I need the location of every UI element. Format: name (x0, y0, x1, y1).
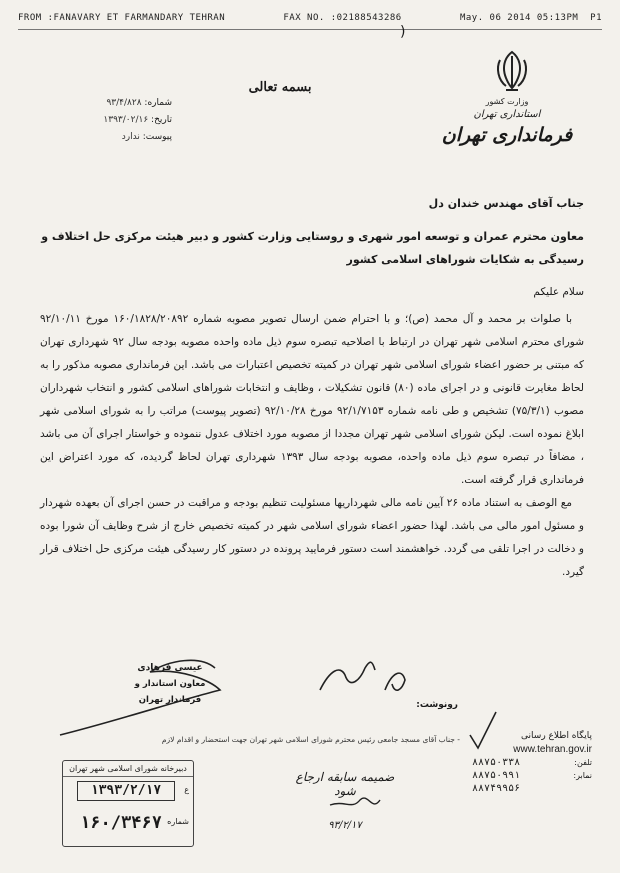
addressee-block (40, 192, 584, 584)
addressee-title-2: رسیدگی به شکایات شوراهای اسلامی کشور (346, 253, 584, 266)
iran-emblem-icon (490, 48, 534, 94)
website: www.tehran.gov.ir (513, 744, 592, 755)
fax-from: FROM :FANAVARY ET FARMANDARY TEHRAN (18, 13, 226, 23)
addressee-name: جناب آقای مهندس خندان دل (428, 197, 584, 210)
cc-label: رونوشت: (416, 700, 458, 710)
portal-label: پایگاه اطلاع رسانی (521, 731, 592, 741)
letter-number: شماره: ۹۳/۴/۸۲۸ (106, 98, 172, 108)
stamp-side-top: ع (184, 785, 189, 794)
province-name: استانداری تهران (473, 109, 541, 120)
greeting: سلام علیکم (533, 286, 584, 298)
registry-stamp (62, 760, 194, 847)
addressee-title-1: معاون محترم عمران و توسعه امور شهری و روستایی وزارت کشور و دبیر هیئت مرکزی حل اختلاف و (41, 230, 584, 243)
ministry-name: وزارت کشور (485, 97, 529, 106)
handwritten-date: ۹۳/۲/۱۷ (328, 820, 362, 831)
handwritten-instruction: ضمیمه سابقه ارجاع شود (295, 770, 395, 798)
contact-info (472, 730, 592, 795)
cc-recipient: - جناب آقای مسجد جامعی رئیس محترم شورای اسلامی شهر تهران جهت استحضار و اقدام لازم (161, 735, 460, 744)
phone-numbers: ۸۸۷۵۰۳۳۸ تلفن: ۸۸۷۵۰۹۹۱ نمابر: ۸۸۷۴۹۹۵۶ (472, 757, 592, 794)
initial-scribble-2 (385, 673, 405, 690)
bismillah: بسمه تعالی (248, 80, 312, 95)
stamp-number: ۱۶۰/۳۴۶۷ (80, 813, 162, 833)
stamp-side-bottom: شماره (167, 817, 189, 826)
letter-meta (22, 95, 172, 146)
initial-scribble-1 (320, 662, 375, 690)
fax-number: FAX NO. :02188543286 (283, 13, 402, 23)
office-name: فرمانداری تهران (441, 124, 573, 146)
handwritten-note (290, 770, 400, 831)
signer-title: معاون استاندار و فرماندار تهران (134, 679, 206, 705)
fax-datetime: May. 06 2014 05:13PM P1 (459, 13, 602, 23)
stamp-title: دبیرخانه شورای اسلامی شهر تهران (63, 761, 193, 777)
organization-header (432, 96, 582, 148)
signer-name: عیسی فرهادی (137, 663, 203, 673)
stamp-date: ۱۳۹۳/۲/۱۷ (77, 781, 175, 801)
fax-header (18, 10, 602, 30)
letter-attachment: پیوست: ندارد (121, 132, 172, 142)
body-paragraph-2: مع الوصف به استناد ماده ۲۶ آیین نامه مالی شهرداریها مسئولیت تنظیم بودجه و مراقبت در حسن اجرای آن بعهده شهردار و مسئول امور مالی می باشد. لهذا حضور اعضاء شورای اسلامی شهر در کمیته تخصیص خارج از شرح وظایف آن شورا بوده و دخالت در اجرا تلقی می گردد. خواهشمند است دستور فرمایید پرونده در دستور کار رسیدگی هیئت مرکزی حل اختلاف قرار گیرد. (40, 497, 584, 578)
body-paragraph-1: با صلوات بر محمد و آل محمد (ص)؛ و با احترام ضمن ارسال تصویر مصوبه شماره ۱۶۰/۱۸۲۸/۲۰۸۹۲ مورخ ۹۲/۱۰/۱۱ شورای محترم اسلامی شهر تهران در ارتباط با اصلاحیه تبصره سوم ذیل ماده واحده مصوبه بودجه سال ۹۲ شهرداری تهران که مبتنی بر حضور اعضاء شورای اسلامی شهر تهران در کمیته تخصیص اعتبارات می باشد. این فرمانداری مصوبه مذکور را به لحاظ مغایرت قانونی و در اجرای ماده (۸۰) قانون تشکیلات ، وظایف و انتخابات شوراهای اسلامی کشور و انتخاب شهرداران مصوب (۷۵/۳/۱) تشخیص و طی نامه شماره ۹۲/۱/۷۱۵۳ مورخ ۹۲/۱۰/۲۸ (تصویر پیوست) مراتب را به شورای اسلامی شهر ابلاغ نموده است. لیکن شورای اسلامی شهر تهران مجددا از مصوبه مورد اختلاف عدول ننموده و خواستار اجرای آن می باشد ، مضافاً در تبصره سوم ذیل ماده واحده، مصوبه بودجه سال ۱۳۹۳ شهرداری تهران لحاظ گردیده، که مورد اعتراض این فرمانداری قرار گرفته است. (40, 313, 584, 486)
fax-mark: ) (400, 24, 406, 40)
letter-date: تاریخ: ۱۳۹۳/۰۲/۱۶ (103, 115, 172, 125)
